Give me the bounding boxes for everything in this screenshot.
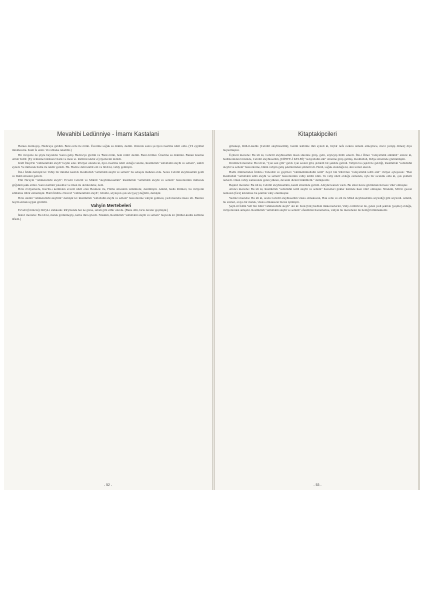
running-head-right: Kitaptakipcileri [298, 132, 337, 138]
paragraph: Kâdî İlleyd'in "rahmetullahi aleyh" beyân eder. Rivâyet olundu ki, âyet-i kerîme nâzil olduğu vakitte, Resûlullah "sallallahü aleyhi ve sellem", tekbîr eyledi. Ve mübarek lisânı ile tekbîr getirdi. Hz. Hadice dahi tekbîr etti ve bildi ki, vahiy gelmiştir. [12, 161, 204, 170]
paragraph: Dördüncü mertebe: Bu idi ki, "Çan sesi gibi" geldi. Çan sesleri gibi, şiddetli bir şekilde gelirdi. Vahyin bu çeşidi ile geldiği, Resûlullah "sallallahü aleyhi ve sellem" hazretlerine, bütün vahyin geliş şekillerinden şiddetli idi. Hattâ, soğuk olunduğu ki, alın terleri akardı. [223, 161, 412, 170]
page-edge [418, 130, 420, 490]
book-spread [2, 130, 420, 490]
paragraph: Ba'zı rivâyetlerde, Kur'ân-ı kerîmden evvelâ nâzil olan Besmele ile, Fâtiha sûresinin tamâmıdır, denilmiştir. Ammâ, hadis âlimleri, bu rivâyetin sıhhatine itibâr etmemiştir. Hattâ İmâm-ı Nevevî "rahmetullahi aleyh", bâtıldır, söyleyen çok söz [şey] değildir, demiştir. [12, 186, 204, 196]
section-title: Vahyin Mertebeleri [90, 203, 132, 209]
right-page [215, 130, 420, 490]
paragraph: Herkes durmayıp, Hadiceye geldim. Beni evde ile örtün. Üzerime soğuk su dökün, dedim. Onlarda sonra şu âyet-i kerîme nâzil oldu. (Yâ eyyühel müddessiru. Kum fe enzir. Ve rabbeke tekebbir.) [12, 144, 204, 153]
paragraph: Şeyh-ül İslâm Velî bin Irâkî "rahmetullahi aleyh" der ki: Kırk [bin] hadîsin mükerrerlerini, Vahy-i nübüvvet ile, gelen yedi şekilde [çeşitte] olduğu, rivâyetlerden anlaşılır. Resûlullah "sallallahü aleyhi ve sellem" efendimiz hazretlerine, vahyin bu mertebeler ile ilettiği bilinmektedir. [223, 204, 412, 213]
paragraph: Üçüncü mertebe: Bu idi ki, Cebrâil aleyhisselâm insan sûretine girip, gelir, söyleyip hitâb ederdi. İbn-i Ömer "radıyallahü anhümâ" anlatır ki, hadîslerinden birisinde, Cebrâil aleyhisselâm, [DİHYE-İ KELBİ] "radıyallahü anh" sûretine girip gelmiş, Resûlullah, Dıhye sûretinde görünmüştür. [223, 152, 412, 161]
paragraph: Ebû Nu'aym "rahmetullahi aleyh": Evvelâ Cebrâil ve Mikâil "aleyhimesselâm" Resûlullah "sallallahü aleyhi ve sellem" hazretlerinin mübarek göğsünü şakk ettiler. Sonra kalbini yıkadılar ve iman ile doldurdular, dedi. [12, 178, 204, 187]
paragraph: Yedinci mertebe: Bu idi ki, arada Cebrâil aleyhisselâm vâsıta olmaksızın, Hak celle ve alâ ile Mûsâ aleyhisselâma söylediği gibi söylerdi. Ammâ, bu sözleri, araya bir melek, vâsıta olmaksızın bizzat işitmiştir. [223, 195, 412, 204]
page-number-left: - 52 - [104, 483, 112, 487]
left-page-text [12, 144, 204, 221]
paragraph: Altıncı mertebe: Bu idi ki, Resûlullah "sallallahü teâlâ aleyhi ve sellem" hazretleri gökler üstünde iken vâki' olmuştur. Nitekim, Mi'râc gecesi namazın [farz] kılınması bu şekilde vahy olunmuştur. [223, 186, 412, 196]
paragraph: göbekeşi, Rûh-il-kudüs [Cebrâil aleyhisselâm], benim kalbime ilkâ eyledi ki, hiçbir nefs rızkını tamam etmeyince, mevt yetişip ölmez] diye buyurmuştur. [223, 144, 412, 153]
paragraph: Bir rivayette de şöyle buyruldu: Sonra gelip Hadice'ye girdim ve 'Beni örtün, beni örtün' dedim. Beni örttüler. Üzerime su döktüler. Bunun üzerine Allah Teâlâ: (Ey örtüsüne bürünen! Kalk ve inzar et. Rabbini tekbir et) âyetlerini indirdi. [12, 152, 204, 161]
paragraph: Ba'zı ulemâ "rahmetullahi aleyhim" demiştir ki: Resûlullah "sallallahü aleyhi ve sellem" hazretlerine vahyin gelmesi, yedi mertebe üzere idi. Bunları beyân etmek uygun görüldü. [12, 195, 204, 204]
paragraph: Evvelâ (birincisi): Rü'yâ-i sâdıkadır. Rü'yâsında her ne görse, sabah gibi zâhir olurdu. (Buna dâir, ba'zı dersler geçmiştir.) [18, 208, 169, 213]
paragraph: İbn-i İshâk demiştir ki: Vahiy bir müddet kesildi. Resûlullah "sallallahü aleyhi ve sellem" bu sebeple mahzun oldu. Sonra Cebrâil aleyhisselâm geldi ve Duhâ sûresini getirdi. [12, 169, 204, 179]
page-number-right: - 53 - [313, 483, 322, 487]
left-page [4, 130, 212, 490]
paragraph: İkinci mertebe: Bu idi ki, melek görünmeyip, kalbe ilkâ eylerdi. Nitekim, Resûlullah "sallallahü aleyhi ve sellem" buyurdu ki: (Rûhul-kudüs kalbime üfledi.) [12, 212, 204, 222]
running-head-left: Mevahibi Ledünniye - İmamı Kastalani [57, 132, 159, 138]
paragraph: Hadîs âlimlerinden İmâm-ı Taberânî ve gayrileri "rahimehümullahü teâlâ" Zeyd bin Sâbit'den "radıyallahü teâlâ anh" rivâyet eyleyerek: "Ben Resûlullah "sallallahü teâlâ aleyhi ve sellem" hazretlerinin vahiy kâtibi idim. Ve vahy nâzil olduğu zamanda, öyle bir sıcaklık oldu ki, çok şiddetli terlerdi. Onun vahiy zamanında gelen yükten, devenin dizleri bükülürdü." demişlerdir. [223, 169, 412, 183]
paragraph: Beşinci mertebe: Bu idi ki, Cebrâil aleyhisselâmı, kendi sûretinde gelirdi. Altıyüz kanadı vardı. Bu sûret üzere görünmek iki kere vâki' olmuştur. [229, 182, 408, 187]
right-page-text [223, 144, 412, 213]
